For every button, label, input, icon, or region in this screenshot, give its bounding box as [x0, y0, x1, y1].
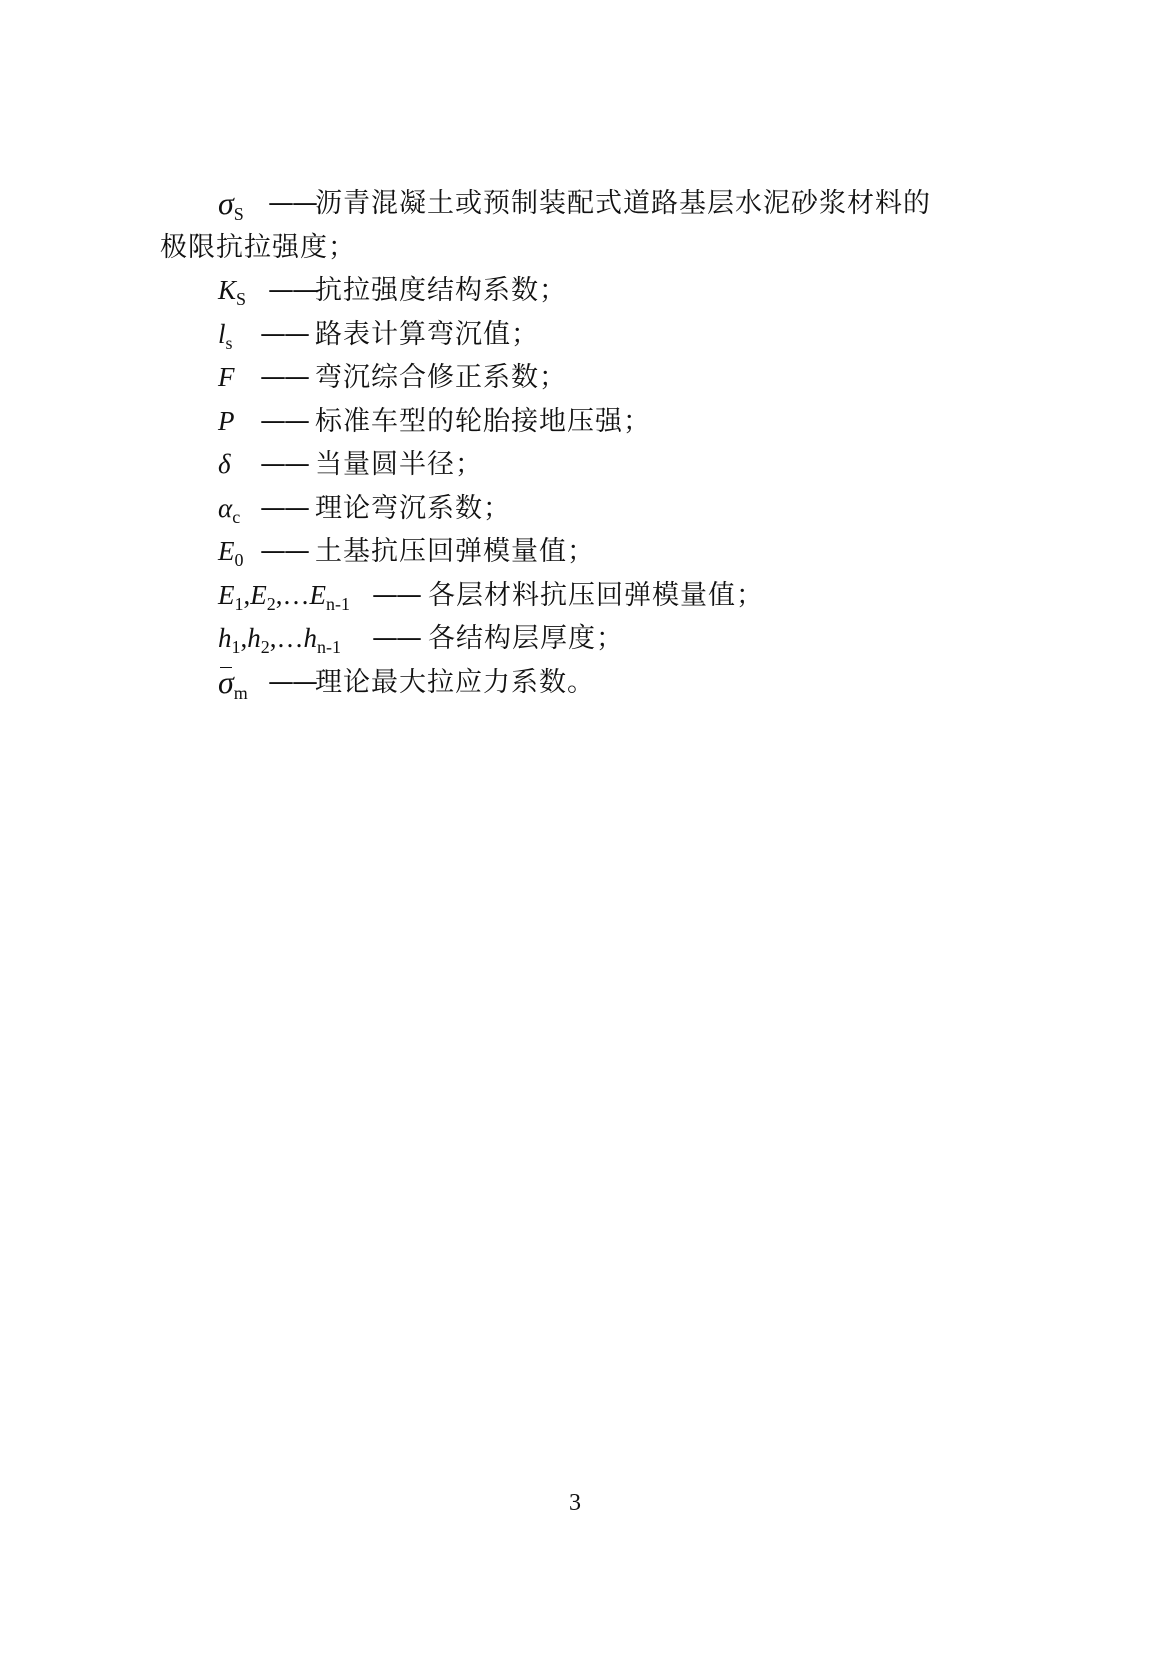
definition-symbol: δ — [218, 449, 231, 479]
definition-row — [160, 182, 1010, 226]
definition-row — [160, 269, 1010, 313]
definition-text-continued: 极限抗拉强度； — [160, 231, 356, 263]
definition-dash: —— — [268, 188, 316, 218]
definition-dash: —— — [268, 666, 316, 697]
definition-symbol: $\sigma_S$ — [218, 185, 244, 224]
definition-symbol: P — [218, 405, 235, 436]
definition-dash: —— — [260, 536, 308, 566]
definition-text: 各层材料抗压回弹模量值； — [428, 579, 764, 611]
definition-symbol: $h_1,h_2,\dots h_{n-1}$ — [218, 623, 341, 657]
definition-text: 理论弯沉系数； — [315, 492, 511, 524]
definition-text: 理论最大拉应力系数。 — [315, 666, 595, 698]
definition-dash: —— — [260, 318, 308, 349]
definition-continuation — [160, 226, 1010, 270]
definition-row — [160, 574, 1010, 618]
definition-row — [160, 356, 1010, 400]
definition-text: 土基抗压回弹模量值； — [315, 536, 595, 567]
definition-symbol: $l_s$ — [218, 318, 233, 353]
definition-text: 各结构层厚度； — [428, 623, 624, 654]
definition-text: 当量圆半径； — [315, 449, 483, 480]
definition-dash: —— — [372, 623, 420, 653]
definition-row — [160, 617, 1010, 661]
definition-row — [160, 400, 1010, 444]
definition-text: 沥青混凝土或预制装配式道路基层水泥砂浆材料的 — [315, 188, 931, 219]
definition-symbol: $K_S$ — [218, 275, 247, 309]
definition-dash: —— — [260, 405, 308, 436]
definition-dash: —— — [372, 579, 420, 610]
definition-symbol: $E_1,E_2,\dots E_{n-1}$ — [218, 579, 350, 614]
definition-text: 抗拉强度结构系数； — [315, 275, 567, 306]
definition-dash: —— — [268, 275, 316, 305]
definition-dash: —— — [260, 362, 308, 392]
definition-dash: —— — [260, 492, 308, 523]
definition-text: 标准车型的轮胎接地压强； — [315, 405, 651, 437]
definition-row — [160, 443, 1010, 487]
definition-row — [160, 313, 1010, 357]
symbol-definitions-list — [160, 182, 1010, 704]
definition-symbol: F — [218, 362, 235, 392]
page-number: 3 — [569, 1490, 581, 1516]
definition-row — [160, 530, 1010, 574]
definition-row — [160, 487, 1010, 531]
definition-row — [160, 661, 1010, 705]
definition-text: 路表计算弯沉值； — [315, 318, 539, 350]
definition-symbol: $\sigma_m$ — [218, 661, 248, 716]
definition-text: 弯沉综合修正系数； — [315, 362, 567, 393]
definition-dash: —— — [260, 449, 308, 479]
definition-symbol: $\alpha_c$ — [218, 492, 241, 527]
definition-symbol: $E_0$ — [218, 536, 244, 570]
